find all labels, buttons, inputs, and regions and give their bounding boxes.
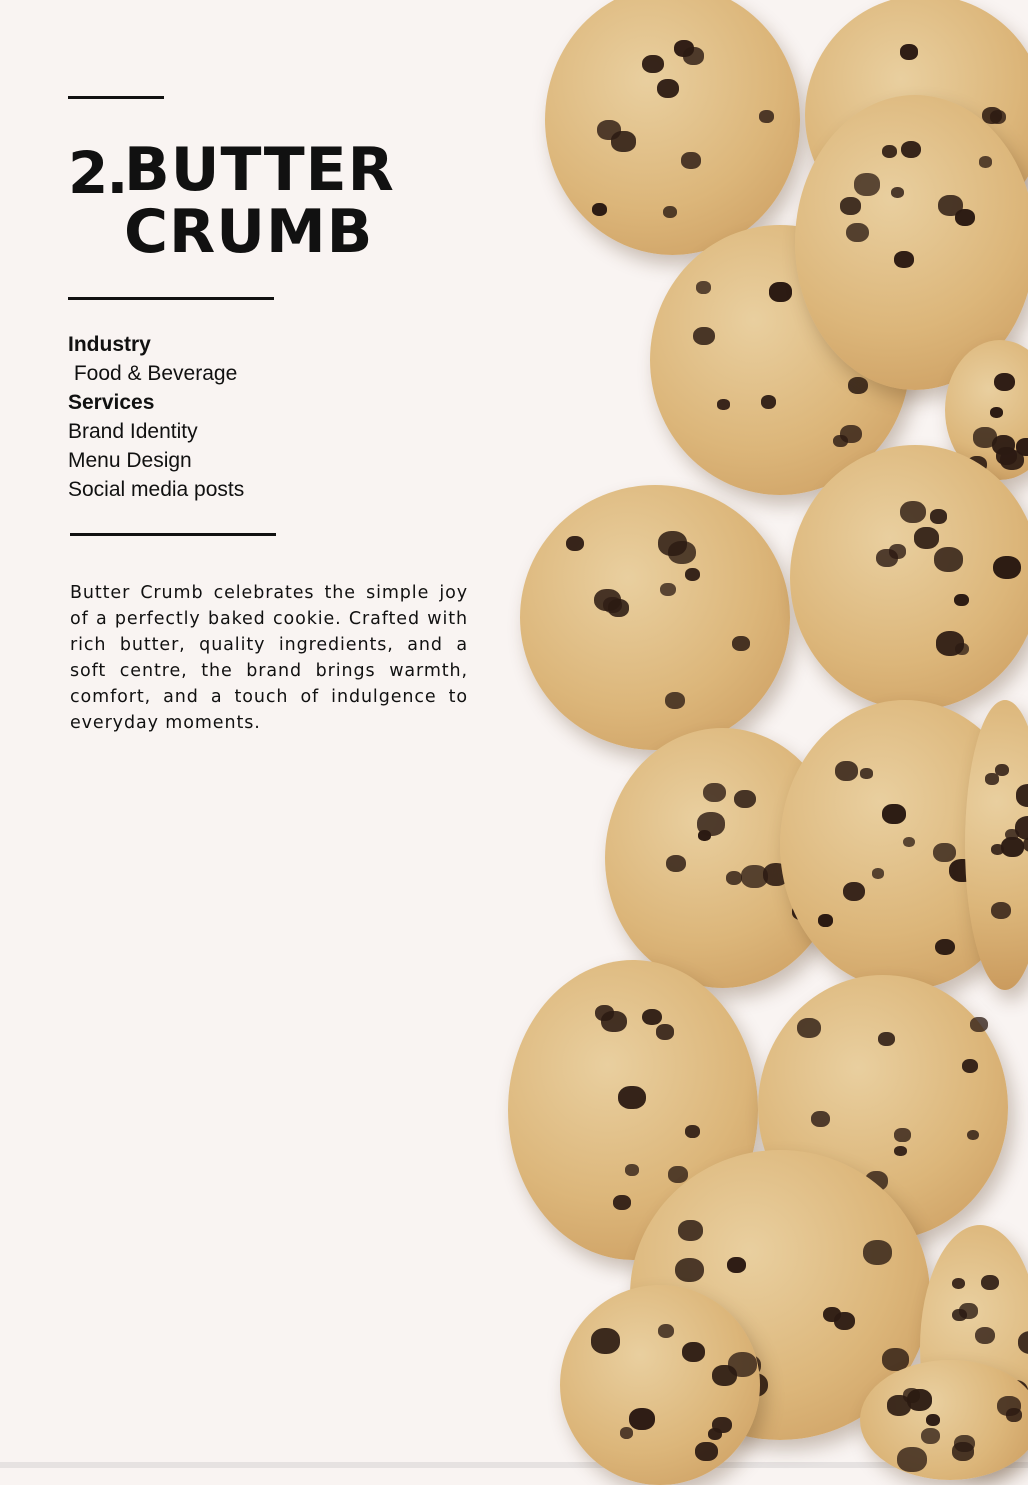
chocolate-chip (970, 1017, 987, 1032)
cookie-shape (560, 1285, 760, 1485)
chocolate-chip (1005, 829, 1019, 841)
chocolate-chip (592, 203, 607, 216)
chocolate-chip (900, 44, 918, 60)
chocolate-chip (934, 547, 963, 572)
chocolate-chip (954, 594, 968, 606)
chocolate-chip (685, 568, 700, 581)
chocolate-chip (993, 556, 1021, 580)
project-meta (68, 330, 244, 504)
chocolate-chip (840, 425, 862, 443)
chocolate-chip (611, 131, 635, 151)
cookie-shape (545, 0, 800, 255)
chocolate-chip (823, 1307, 841, 1322)
chocolate-chip (894, 1146, 907, 1157)
chocolate-chip (854, 173, 880, 195)
chocolate-chip (997, 1396, 1021, 1416)
chocolate-chip (759, 110, 774, 123)
chocolate-chip (797, 1018, 821, 1038)
chocolate-chip (685, 1125, 700, 1138)
chocolate-chip (882, 804, 905, 824)
service-item: Social media posts (68, 478, 245, 501)
cookies-image (500, 0, 1028, 1468)
chocolate-chip (891, 187, 904, 198)
chocolate-chip (938, 195, 963, 216)
chocolate-chip (926, 1414, 940, 1426)
chocolate-chip (734, 790, 756, 809)
chocolate-chip (761, 395, 777, 408)
service-item: Menu Design (68, 449, 192, 472)
cookie-shape (520, 485, 790, 750)
chocolate-chip (620, 1427, 634, 1439)
chocolate-chip (818, 914, 833, 927)
chocolate-chip (675, 1258, 704, 1283)
chocolate-chip (914, 527, 939, 548)
chocolate-chip (642, 1009, 662, 1026)
chocolate-chip (990, 407, 1003, 418)
chocolate-chip (708, 1428, 722, 1440)
chocolate-chip (973, 427, 997, 447)
cookie-shape (860, 1360, 1028, 1480)
chocolate-chip (982, 107, 1002, 124)
chocolate-chip (991, 902, 1011, 919)
title-line-2: CRUMB (124, 197, 374, 267)
chocolate-chip (693, 327, 715, 346)
chocolate-chip (900, 501, 926, 523)
chocolate-chip (603, 597, 622, 613)
chocolate-chip (629, 1408, 655, 1430)
divider-top (68, 96, 164, 99)
chocolate-chip (695, 1442, 717, 1461)
chocolate-chip (1018, 1331, 1028, 1354)
chocolate-chip (863, 1240, 892, 1265)
services-label: Services (68, 391, 155, 414)
chocolate-chip (952, 1278, 965, 1289)
service-item: Brand Identity (68, 420, 198, 443)
chocolate-chip (1016, 784, 1028, 806)
industry-value: Food & Beverage (68, 362, 238, 385)
chocolate-chip (613, 1195, 630, 1210)
chocolate-chip (835, 761, 858, 781)
chocolate-chip (889, 544, 906, 558)
chocolate-chip (698, 830, 711, 841)
chocolate-chip (726, 871, 742, 885)
chocolate-chip (933, 843, 956, 862)
chocolate-chip (882, 145, 897, 158)
chocolate-chip (952, 1309, 967, 1321)
chocolate-chip (962, 1059, 978, 1073)
chocolate-chip (952, 1442, 974, 1461)
chocolate-chip (921, 1428, 940, 1444)
chocolate-chip (903, 1388, 920, 1403)
chocolate-chip (979, 156, 992, 167)
chocolate-chip (665, 692, 685, 709)
chocolate-chip (668, 1166, 688, 1183)
chocolate-chip (625, 1164, 639, 1176)
page-bottom-edge (0, 1462, 1028, 1468)
chocolate-chip (894, 1128, 910, 1142)
chocolate-chip (995, 764, 1009, 776)
chocolate-chip (618, 1086, 646, 1109)
chocolate-chip (657, 79, 680, 98)
title-number: 2. (68, 139, 127, 207)
chocolate-chip (656, 1024, 674, 1039)
chocolate-chip (994, 373, 1016, 391)
chocolate-chip (843, 882, 866, 901)
industry-label: Industry (68, 333, 151, 356)
chocolate-chip (674, 40, 694, 57)
chocolate-chip (981, 1275, 999, 1290)
chocolate-chip (846, 223, 869, 243)
chocolate-chip (840, 197, 861, 215)
chocolate-chip (678, 1220, 703, 1241)
chocolate-chip (985, 773, 998, 784)
chocolate-chip (930, 509, 947, 523)
chocolate-chip (566, 536, 584, 551)
chocolate-chip (682, 1342, 705, 1362)
chocolate-chip (811, 1111, 830, 1127)
chocolate-chip (936, 631, 965, 655)
chocolate-chip (897, 1447, 927, 1472)
chocolate-chip (848, 377, 868, 394)
chocolate-chip (975, 1327, 995, 1344)
chocolate-chip (901, 141, 922, 159)
chocolate-chip (660, 583, 676, 596)
chocolate-chip (1016, 438, 1028, 456)
chocolate-chip (741, 865, 768, 888)
chocolate-chip (727, 1257, 746, 1273)
chocolate-chip (872, 868, 884, 878)
cookie-shape (790, 445, 1028, 710)
chocolate-chip (769, 282, 792, 301)
chocolate-chip (666, 855, 686, 872)
chocolate-chip (935, 939, 955, 956)
chocolate-chip (717, 399, 729, 410)
chocolate-chip (728, 1352, 758, 1377)
chocolate-chip (668, 541, 696, 565)
chocolate-chip (996, 447, 1017, 465)
title-line-1: BUTTER (124, 135, 395, 205)
chocolate-chip (967, 1130, 979, 1140)
chocolate-chip (703, 783, 726, 803)
chocolate-chip (894, 251, 914, 268)
brand-description: Butter Crumb celebrates the simple joy of a perfectly baked cookie. Crafted with rich butter, quality ingredients, and a soft centre, the brand brings warmth, comfort, and a touch of indulgence to everyday moments. (70, 582, 468, 733)
chocolate-chip (601, 1011, 626, 1032)
chocolate-chip (658, 1324, 674, 1338)
chocolate-chip (696, 281, 711, 294)
chocolate-chip (860, 768, 872, 778)
chocolate-chip (663, 206, 677, 218)
chocolate-chip (903, 837, 915, 847)
divider-lower (70, 533, 276, 536)
chocolate-chip (681, 152, 701, 169)
chocolate-chip (591, 1328, 621, 1353)
chocolate-chip (732, 636, 749, 651)
chocolate-chip (878, 1032, 895, 1046)
divider-middle (68, 297, 274, 300)
chocolate-chip (642, 55, 664, 74)
